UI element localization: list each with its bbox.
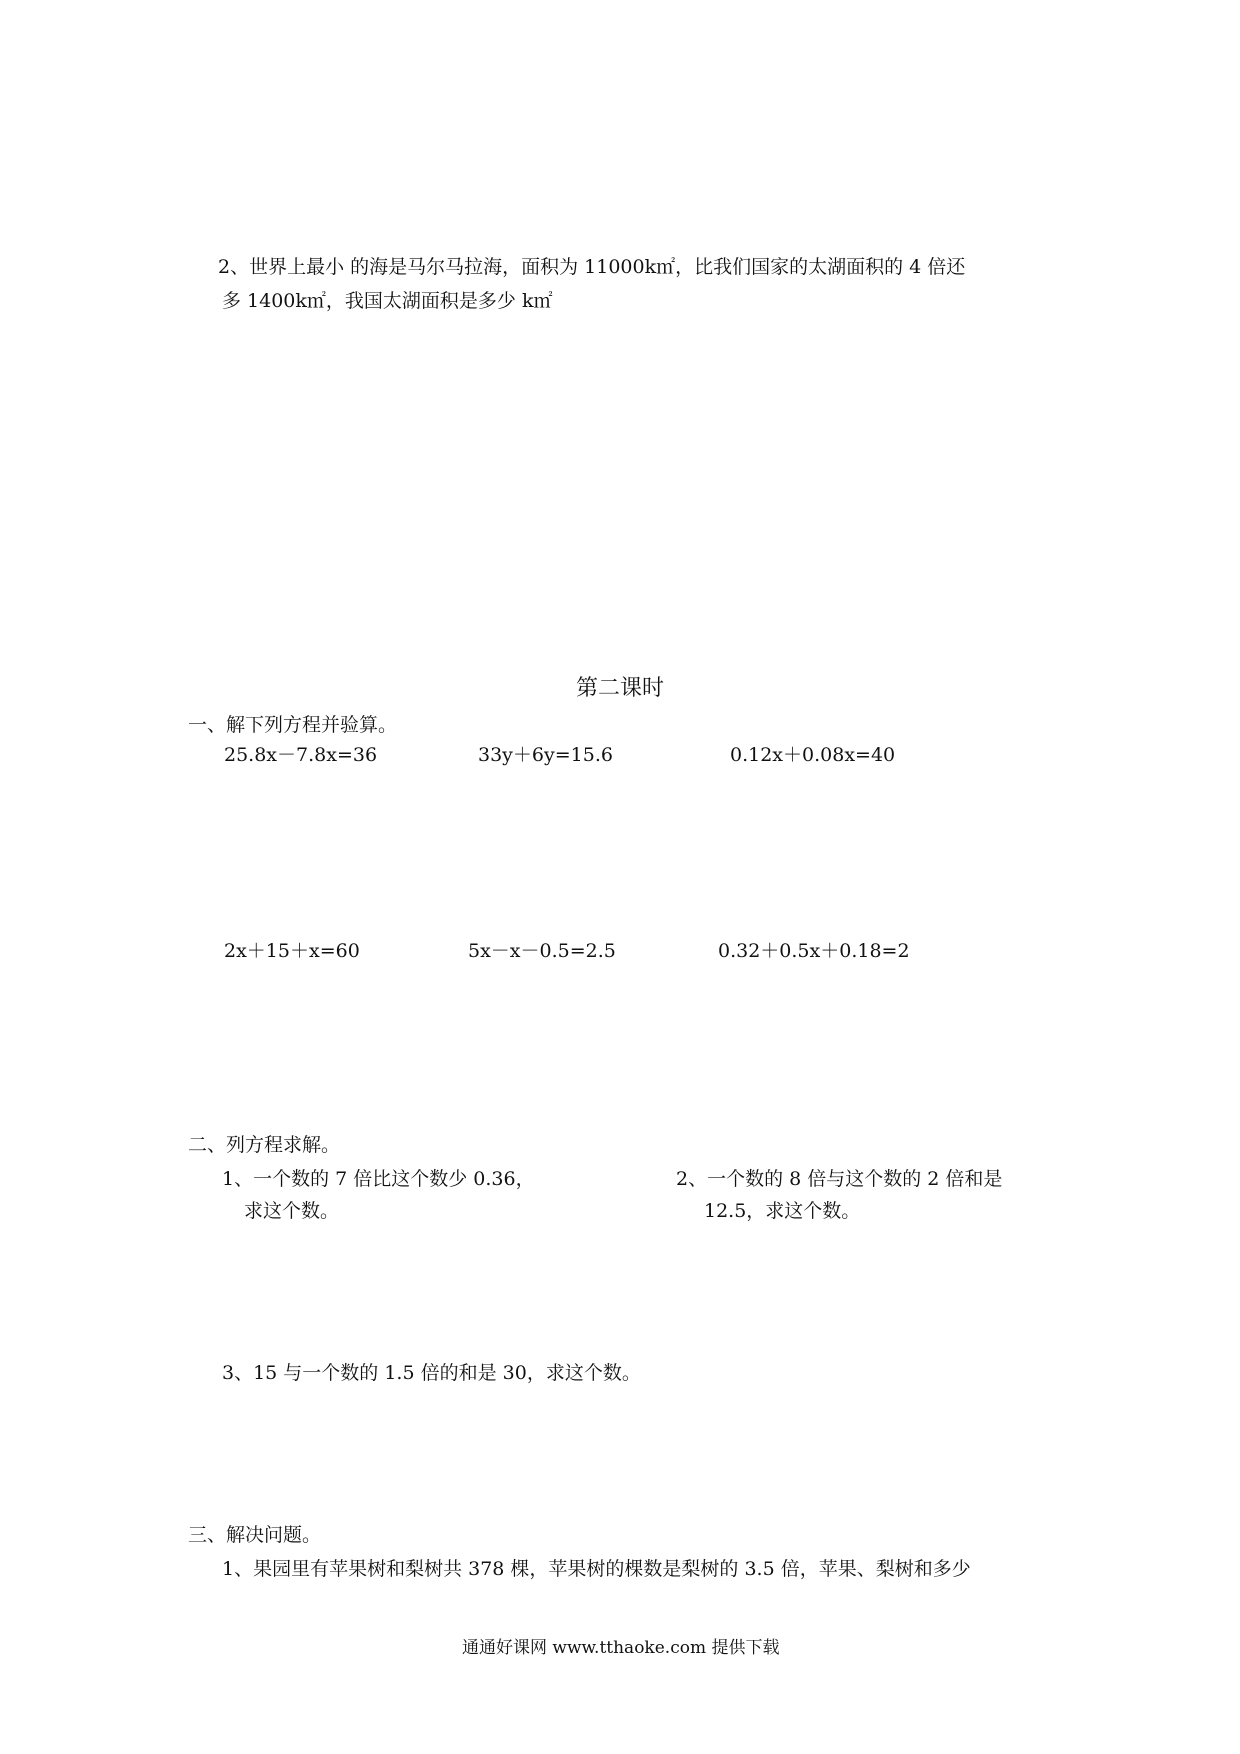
problem-text: 3、15 与一个数的 1.5 倍的和是 30，求这个数。 (222, 1362, 641, 1384)
section-heading: 一、解下列方程并验算。 (188, 714, 398, 736)
problem-text: 2、世界上最小 的海是马尔马拉海，面积为 11000k㎡，比我们国家的太湖面积的 4 倍还 (218, 256, 966, 278)
problem-text: 求这个数。 (244, 1200, 340, 1222)
equation: 2x＋15＋x=60 (224, 940, 360, 962)
problem-text: 2、一个数的 8 倍与这个数的 2 倍和是 (676, 1168, 1003, 1190)
page-footer: 通通好课网 www.tthaoke.com 提供下载 (462, 1638, 780, 1658)
section-heading: 二、列方程求解。 (188, 1134, 341, 1156)
equation: 25.8x－7.8x=36 (224, 744, 378, 766)
equation: 0.12x＋0.08x=40 (730, 744, 896, 766)
problem-text: 12.5，求这个数。 (704, 1200, 861, 1222)
problem-text: 1、果园里有苹果树和梨树共 378 棵，苹果树的棵数是梨树的 3.5 倍，苹果、梨树和多少 (222, 1558, 971, 1580)
equation: 0.32＋0.5x＋0.18=2 (718, 940, 910, 962)
section-heading: 三、解决问题。 (188, 1524, 322, 1546)
equation: 5x－x－0.5=2.5 (468, 940, 616, 962)
equation: 33y＋6y=15.6 (478, 744, 613, 766)
lesson-title: 第二课时 (576, 676, 665, 701)
problem-text: 1、一个数的 7 倍比这个数少 0.36， (222, 1168, 535, 1190)
problem-text: 多 1400k㎡，我国太湖面积是多少 k㎡ (222, 290, 553, 312)
